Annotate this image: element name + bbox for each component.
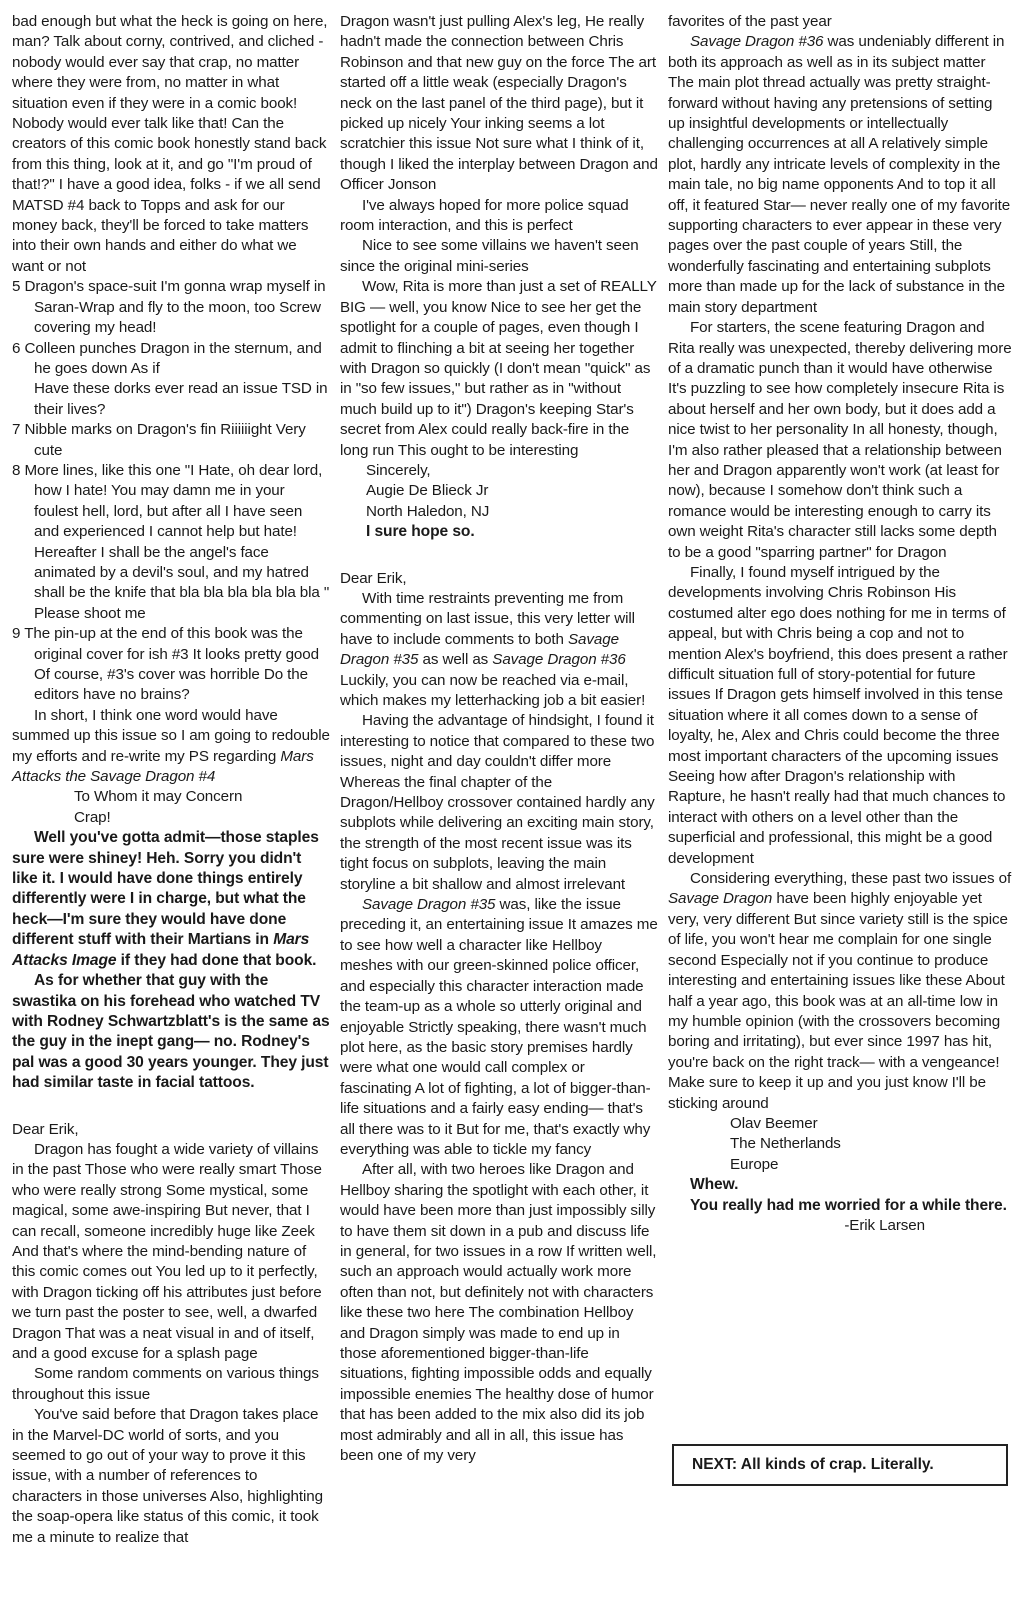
list-item: 7 Nibble marks on Dragon's fin Riiiiiight Very cute: [12, 421, 306, 459]
list-item: 6 Colleen punches Dragon in the sternum, and he goes down As if: [12, 339, 322, 377]
letter-text: With time restraints preventing me from commenting on last issue, this very letter will have to include comments to both Savage Dragon #35 as well as Savage Dragon #36 Luckily, you can now be reached via e-mail, which makes my letterhacking job a bit easier!: [340, 589, 646, 709]
comic-title: Savage Dragon: [668, 890, 773, 908]
comic-title: Savage Dragon #36: [690, 33, 824, 51]
comic-title: Mars Attacks Image: [12, 931, 310, 969]
signature: Crap!: [74, 808, 111, 826]
letter-text: Some random comments on various things throughout this issue: [12, 1365, 319, 1403]
editor-reply: As for whether that guy with the swastika on his forehead who watched TV with Rodney Schwartzblatt's is the same as the guy in the inept gang— no. Rodney's pal was a good 30 years younger. They just had similar taste in facial tattoos.: [12, 972, 330, 1092]
letter-text: Savage Dragon #36 was undeniably different in both its approach as well as in its subject matter The main plot thread actually was pretty straight-forward without having any pretensions of setting up insightful developments or intellectually challenging occurrences at all A relatively simple plot, hardly any intricate levels of complexity in the main tale, no big name opponents And to top it all off, it featured Star— never really one of my favorite supporting characters to ever appear in these very pages over the past couple of years Still, the wonderfully fascinating and entertaining subplots more than made up for the lack of substance in the main story department: [668, 33, 1011, 316]
signature: To Whom it may Concern: [74, 788, 243, 806]
letter-text: You've said before that Dragon takes place in the Marvel-DC world of sorts, and you seemed to go out of your way to prove it this issue, with a number of references to characters in those universes Also, highlighting the soap-opera like status of this comic, it took me a minute to realize that: [12, 1406, 323, 1546]
letter-text: I've always hoped for more police squad room interaction, and this is perfect: [340, 196, 629, 235]
signature: North Haledon, NJ: [366, 502, 490, 520]
letter-text: Wow, Rita is more than just a set of REALLY BIG — well, you know Nice to see her get the spotlight for a couple of pages, even though I admit to flinching a bit at seeing her together with Dragon so quickly (I don't mean "quick" as in "so few issues," but rather as in "without much build up to it") Dragon's keeping Star's secret from Alex could really back-fire in the long run This ought to be interesting: [340, 278, 657, 459]
comic-title: Savage Dragon #35: [340, 630, 619, 669]
editor-reply: I sure hope so.: [366, 523, 475, 541]
list-item: 8 More lines, like this one "I Hate, oh dear lord, how I hate! You may damn me in your foulest hell, lord, but after all I have seen and experienced I cannot help but hate! Hereafter I shall be the angel's face animated by a devil's soul, and my hatred shall be the knife that bla bla bla bla bla bla " Please shoot me: [12, 461, 330, 622]
letter-text: Finally, I found myself intrigued by the developments involving Chris Robinson His costumed alter ego does nothing for me in terms of appeal, but with Chris being a cop and not to mention Alex's boyfriend, this does present a rather difficult situation full of story-potential for future issues If Dragon gets himself involved in this tense situation where it all comes down to a sense of loyalty, he, Alex and Chris could become the three most important characters of the upcoming issues Seeing how after Dragon's relationship with Rapture, he hasn't really had that much chances to interact with others on a level other than the superficial and professional, this might be a good development: [668, 563, 1008, 867]
list-item: 9 The pin-up at the end of this book was the original cover for ish #3 It looks pretty good Of course, #3's cover was horrible Do the editors have no brains?: [12, 625, 319, 704]
salutation: Dear Erik,: [12, 1120, 79, 1138]
editor-credit: -Erik Larsen: [844, 1216, 925, 1234]
letter-text: After all, with two heroes like Dragon and Hellboy sharing the spotlight with each other, it would have been more than just impossibly silly to have them sit down in a pub and discuss life in general, for two issues in a row If written well, such an approach would actually work more often than not, but definitely not with characters like these two here The combination Hellboy and Dragon simply was made to end up in those aforementioned bigger-than-life situations, fighting impossible odds and equally impossible enemies The healthy dose of humor that has been added to the mix also did its job most admirably and all in all, this issue has been one of my very: [340, 1161, 657, 1465]
column-3: [668, 12, 1013, 1236]
letter-text: Dragon has fought a wide variety of villains in the past Those who were really smart Those who were really strong Some mystical, some magical, some awe-inspiring But never, that I can recall, someone incredibly huge like Zeek And that's where the mind-bending nature of this comic comes out You led up to it perfectly, with Dragon ticking off his attributes just before we turn past the poster to see, well, a dwarfed Dragon That was a neat visual in and of itself, and a good excuse for a splash page: [12, 1140, 322, 1362]
column-2: [340, 12, 658, 1466]
letter-text: For starters, the scene featuring Dragon and Rita really was unexpected, thereby delivering more of a dramatic punch than it would have otherwise It's puzzling to see how completely insecure Rita is about herself and her own body, but it does add a nice twist to her personality In all honesty, though, I'm also rather pleased that a relationship between her and Dragon apparently won't work (at least for now), because I somehow don't think such a romance would be interesting enough to carry its own weight Rita's character still lacks some depth to be a good "sparring partner" for Dragon: [668, 319, 1012, 561]
signature: The Netherlands: [730, 1135, 841, 1153]
letter-text: favorites of the past year: [668, 13, 832, 30]
letter-text: Nice to see some villains we haven't seen since the original mini-series: [340, 237, 639, 275]
next-issue-box: NEXT: All kinds of crap. Literally.: [672, 1444, 1008, 1486]
signature: Sincerely,: [366, 461, 431, 479]
comic-title: Savage Dragon #35: [362, 896, 496, 914]
letter-text: Dragon wasn't just pulling Alex's leg, He really hadn't made the connection between Chris Robinson and that new guy on the force The art started off a little weak (especially Dragon's neck on the last panel of the third page), but it picked up nicely Your inking seems a lot scratchier this issue Not sure what I think of it, though I liked the interplay between Dragon and Officer Jonson: [340, 13, 658, 194]
salutation: Dear Erik,: [340, 569, 407, 587]
letter-text: Having the advantage of hindsight, I found it interesting to notice that compared to these two issues, night and day couldn't differ more Whereas the final chapter of the Dragon/Hellboy crossover contained hardly any subplots while delivering an exciting main story, the strength of the most recent issue was its tight focus on subplots, leaving the main storyline a bit shallow and almost irrelevant: [340, 712, 655, 893]
letter-text: Savage Dragon #35 was, like the issue preceding it, an entertaining issue It amazes me to see how well a character like Hellboy meshes with our green-skinned police officer, and especially this character interaction made the team-up as a whole so utterly original and enjoyable Strictly speaking, there wasn't much plot here, as the basic story premises hardly were what one would call complex or fascinating A lot of fighting, a lot of bigger-than-life situations and a fairly easy ending— that's all there was to it But for me, that's exactly why everything was able to tickle my fancy: [340, 896, 658, 1158]
editor-reply: You really had me worried for a while there.: [690, 1196, 1007, 1214]
column-1: [12, 12, 330, 1548]
comic-title: Mars Attacks the Savage Dragon #4: [12, 747, 314, 786]
list-item: 5 Dragon's space-suit I'm gonna wrap myself in Saran-Wrap and fly to the moon, too Screw covering my head!: [12, 278, 326, 337]
editor-reply: Well you've gotta admit—those staples sure were shiney! Heh. Sorry you didn't like it. I would have done things entirely differently were I in charge, but what the heck—I'm sure they would have done different stuff with their Martians in Mars Attacks Image if they had done that book.: [12, 829, 319, 969]
signature: Olav Beemer: [730, 1114, 818, 1132]
comic-title: Savage Dragon #36: [492, 651, 626, 669]
letter-text: Have these dorks ever read an issue TSD in their lives?: [34, 380, 328, 418]
letter-text: In short, I think one word would have summed up this issue so I am going to redouble my efforts and re-write my PS regarding Mars Attacks the Savage Dragon #4: [12, 706, 330, 786]
signature: Augie De Blieck Jr: [366, 482, 489, 500]
letter-text: bad enough but what the heck is going on here, man? Talk about corny, contrived, and cliched - nobody would ever say that crap, no matter where they were from, no matter in what situation even if they were in a comic book! Nobody would ever talk like that! Can the creators of this comic book honestly stand back from this thing, look at it, and go "I'm proud of that!?" I have a good idea, folks - if we all send MATSD #4 back to Topps and ask for our money back, they'll be forced to take matters into their own hands and either do what we want or not: [12, 13, 328, 275]
signature: Europe: [730, 1155, 779, 1173]
editor-reply: Whew.: [690, 1176, 739, 1194]
letter-text: Considering everything, these past two issues of Savage Dragon have been highly enjoyable yet very, very different But since variety still is the spice of life, you won't hear me complain for one single second Especially not if you continue to produce interesting and entertaining issues like these About half a year ago, this book was at an all-time low in my humble opinion (with the crossovers becoming boring and irritating), but ever since 1997 has hit, you're back on the right track— with a vengeance! Make sure to keep it up and you just know I'll be sticking around: [668, 870, 1012, 1112]
